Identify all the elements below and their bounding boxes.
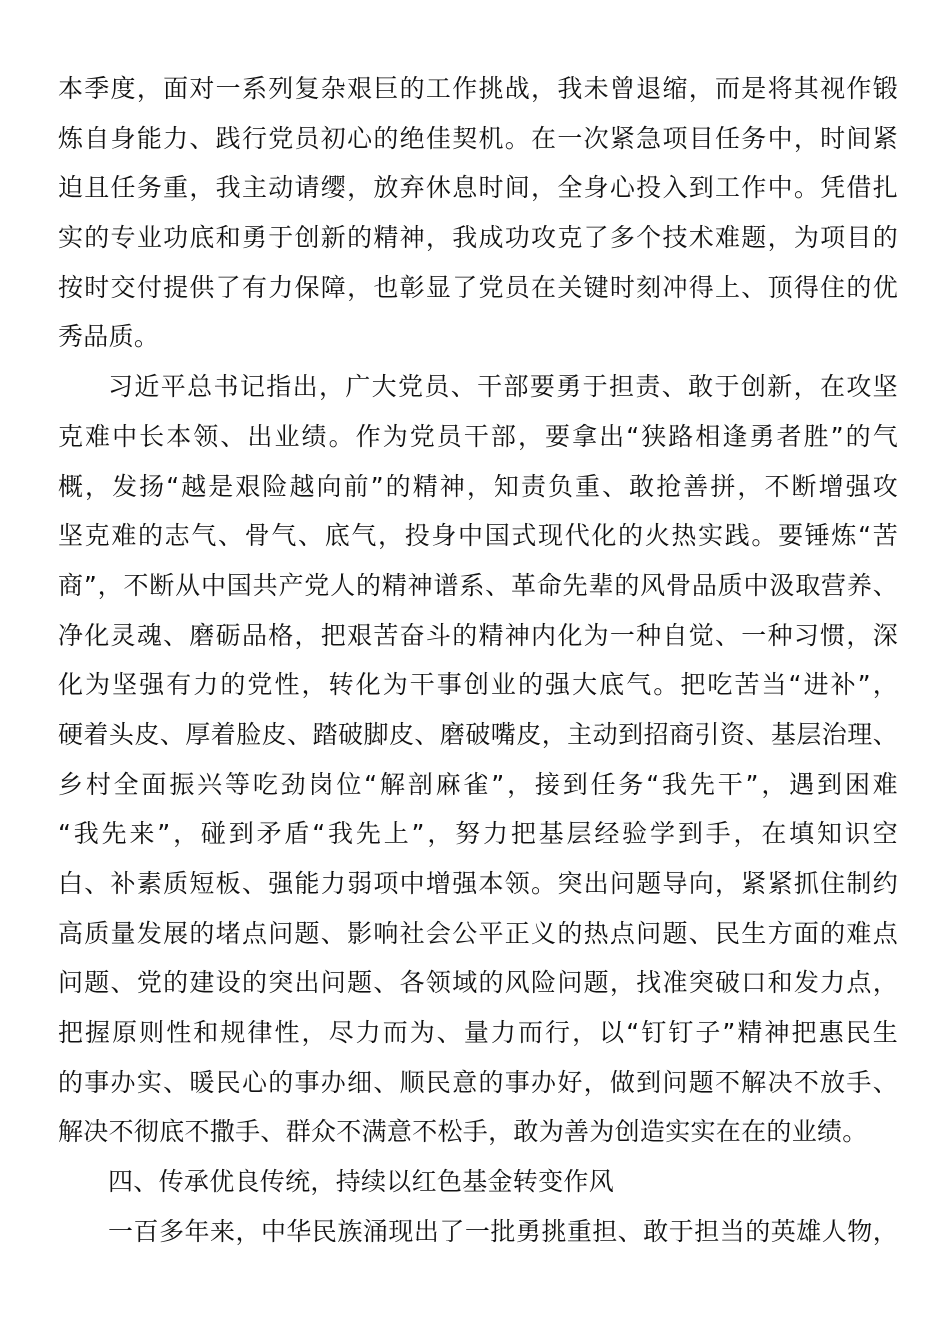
text-line: 乡村全面振兴等吃劲岗位“解剖麻雀”，接到任务“我先干”，遇到困难 [58, 769, 898, 799]
text-line: 商”，不断从中国共产党人的精神谱系、革命先辈的风骨品质中汲取营养、 [58, 570, 898, 600]
text-line: 习近平总书记指出，广大党员、干部要勇于担责、敢于创新，在攻坚 [108, 372, 898, 402]
text-line: 按时交付提供了有力保障，也彰显了党员在关键时刻冲得上、顶得住的优 [58, 272, 898, 302]
text-line: 硬着头皮、厚着脸皮、踏破脚皮、磨破嘴皮，主动到招商引资、基层治理、 [58, 719, 898, 749]
text-line: 迫且任务重，我主动请缨，放弃休息时间，全身心投入到工作中。凭借扎 [58, 173, 898, 203]
text-line: 克难中长本领、出业绩。作为党员干部，要拿出“狭路相逢勇者胜”的气 [58, 421, 898, 451]
paragraph-xi-quote [58, 362, 898, 1157]
text-line: 秀品质。 [58, 322, 160, 352]
text-line: 把握原则性和规律性，尽力而为、量力而行，以“钉钉子”精神把惠民生 [58, 1018, 898, 1048]
paragraph-quarter-summary [58, 64, 898, 362]
section-heading: 四、传承优良传统，持续以红色基金转变作风 [108, 1167, 615, 1197]
document-page [58, 64, 898, 1257]
text-line: 实的专业功底和勇于创新的精神，我成功攻克了多个技术难题，为项目的 [58, 223, 898, 253]
paragraph-heroes [58, 1207, 898, 1257]
text-line: 炼自身能力、践行党员初心的绝佳契机。在一次紧急项目任务中，时间紧 [58, 123, 898, 153]
text-line: 本季度，面对一系列复杂艰巨的工作挑战，我未曾退缩，而是将其视作锻 [58, 74, 898, 103]
text-line: 白、补素质短板、强能力弱项中增强本领。突出问题导向，紧紧抓住制约 [58, 869, 898, 898]
text-line: 化为坚强有力的党性，转化为干事创业的强大底气。把吃苦当“进补”， [58, 670, 898, 700]
text-line: 高质量发展的堵点问题、影响社会公平正义的热点问题、民生方面的难点 [58, 918, 898, 948]
text-line: 一百多年来，中华民族涌现出了一批勇挑重担、敢于担当的英雄人物， [108, 1216, 898, 1246]
text-line: 的事办实、暖民心的事办细、顺民意的事办好，做到问题不解决不放手、 [58, 1067, 898, 1097]
text-line: 概，发扬“越是艰险越向前”的精神，知责负重、敢抢善拼，不断增强攻 [58, 471, 898, 501]
text-line: 解决不彻底不撒手、群众不满意不松手，敢为善为创造实实在在的业绩。 [58, 1117, 868, 1147]
text-line: 坚克难的志气、骨气、底气，投身中国式现代化的火热实践。要锤炼“苦 [58, 521, 898, 551]
text-line: “我先来”，碰到矛盾“我先上”，努力把基层经验学到手，在填知识空 [58, 819, 898, 849]
text-line: 净化灵魂、磨砺品格，把艰苦奋斗的精神内化为一种自觉、一种习惯，深 [58, 620, 898, 650]
text-line: 问题、党的建设的突出问题、各领域的风险问题，找准突破口和发力点， [58, 968, 898, 998]
